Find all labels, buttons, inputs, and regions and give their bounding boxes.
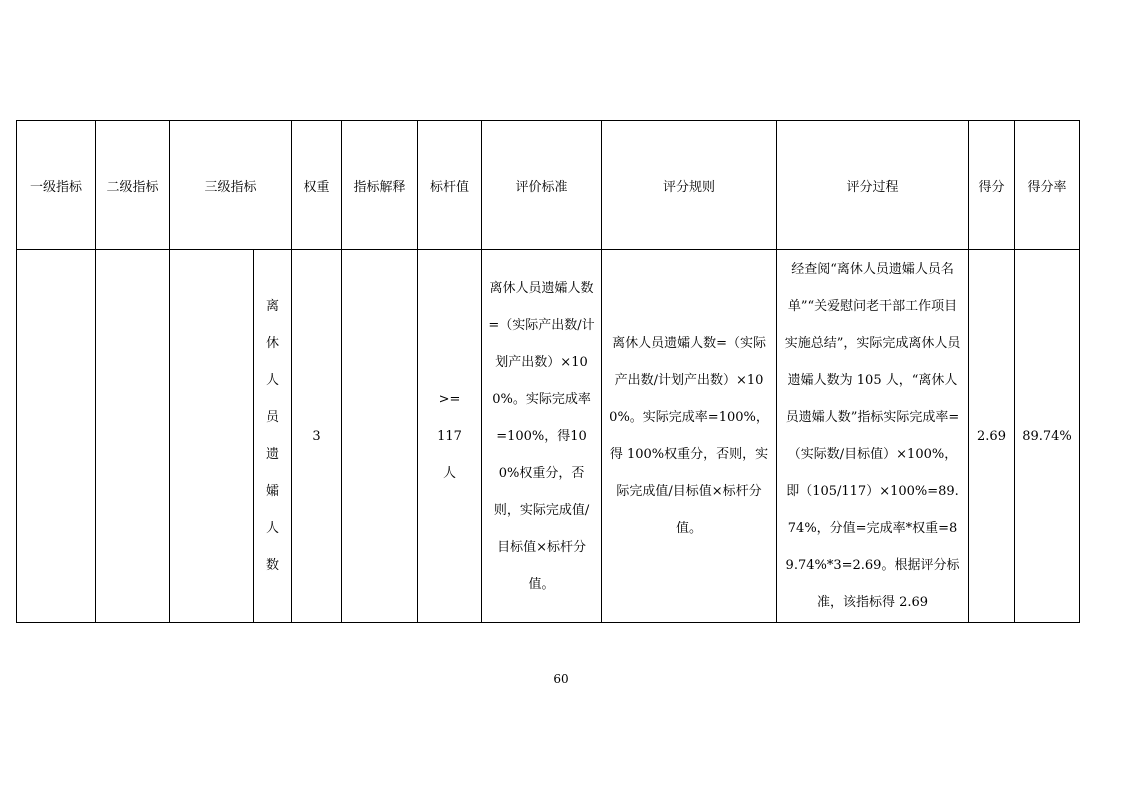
cell-level3-group: [170, 250, 254, 623]
header-weight: 权重: [292, 121, 342, 250]
evaluation-table: [16, 120, 1080, 623]
cell-score: 2.69: [969, 250, 1015, 623]
cell-benchmark: [418, 250, 482, 623]
table-row: [17, 250, 1080, 623]
header-row: [17, 121, 1080, 250]
header-rule: 评分规则: [602, 121, 777, 250]
header-explanation: 指标解释: [342, 121, 418, 250]
process-text: 经查阅“离休人员遗孀人员名单”“关爱慰问老干部工作项目实施总结”，实际完成离休人员遗孀人数为 105 人，“离休人员遗孀人数”指标实际完成率=（实际数/目标值）×100%，即（105/117）×100%=89.74%，分值=完成率*权重=89.74%*3=2.69。根据评分标准，该指标得 2.69: [784, 262, 961, 610]
cell-level2: [96, 250, 170, 623]
cell-rule: [602, 250, 777, 623]
header-score-rate: 得分率: [1015, 121, 1080, 250]
header-level3: 三级指标: [170, 121, 292, 250]
cell-explanation: [342, 250, 418, 623]
rule-text: 离休人员遗孀人数=（实际产出数/计划产出数）×100%。实际完成率=100%，得 100%权重分，否则，实际完成值/目标值×标杆分值。: [609, 336, 769, 536]
header-level1: 一级指标: [17, 121, 96, 250]
header-score: 得分: [969, 121, 1015, 250]
indicator-name: 离休人员遗孀人数: [265, 299, 279, 573]
header-process: 评分过程: [777, 121, 969, 250]
cell-score-rate: 89.74%: [1015, 250, 1080, 623]
page-number: 60: [553, 672, 569, 686]
cell-process: [777, 250, 969, 623]
header-level2: 二级指标: [96, 121, 170, 250]
standard-text: 离休人员遗孀人数=（实际产出数/计划产出数）×100%。实际完成率=100%，得100%权重分，否则，实际完成值/目标值×标杆分值。: [488, 280, 595, 592]
cell-standard: [482, 250, 602, 623]
cell-weight: 3: [292, 250, 342, 623]
benchmark-value: >=117人: [437, 391, 462, 481]
cell-level1: [17, 250, 96, 623]
header-standard: 评价标准: [482, 121, 602, 250]
header-benchmark: 标杆值: [418, 121, 482, 250]
cell-indicator: [254, 250, 292, 623]
